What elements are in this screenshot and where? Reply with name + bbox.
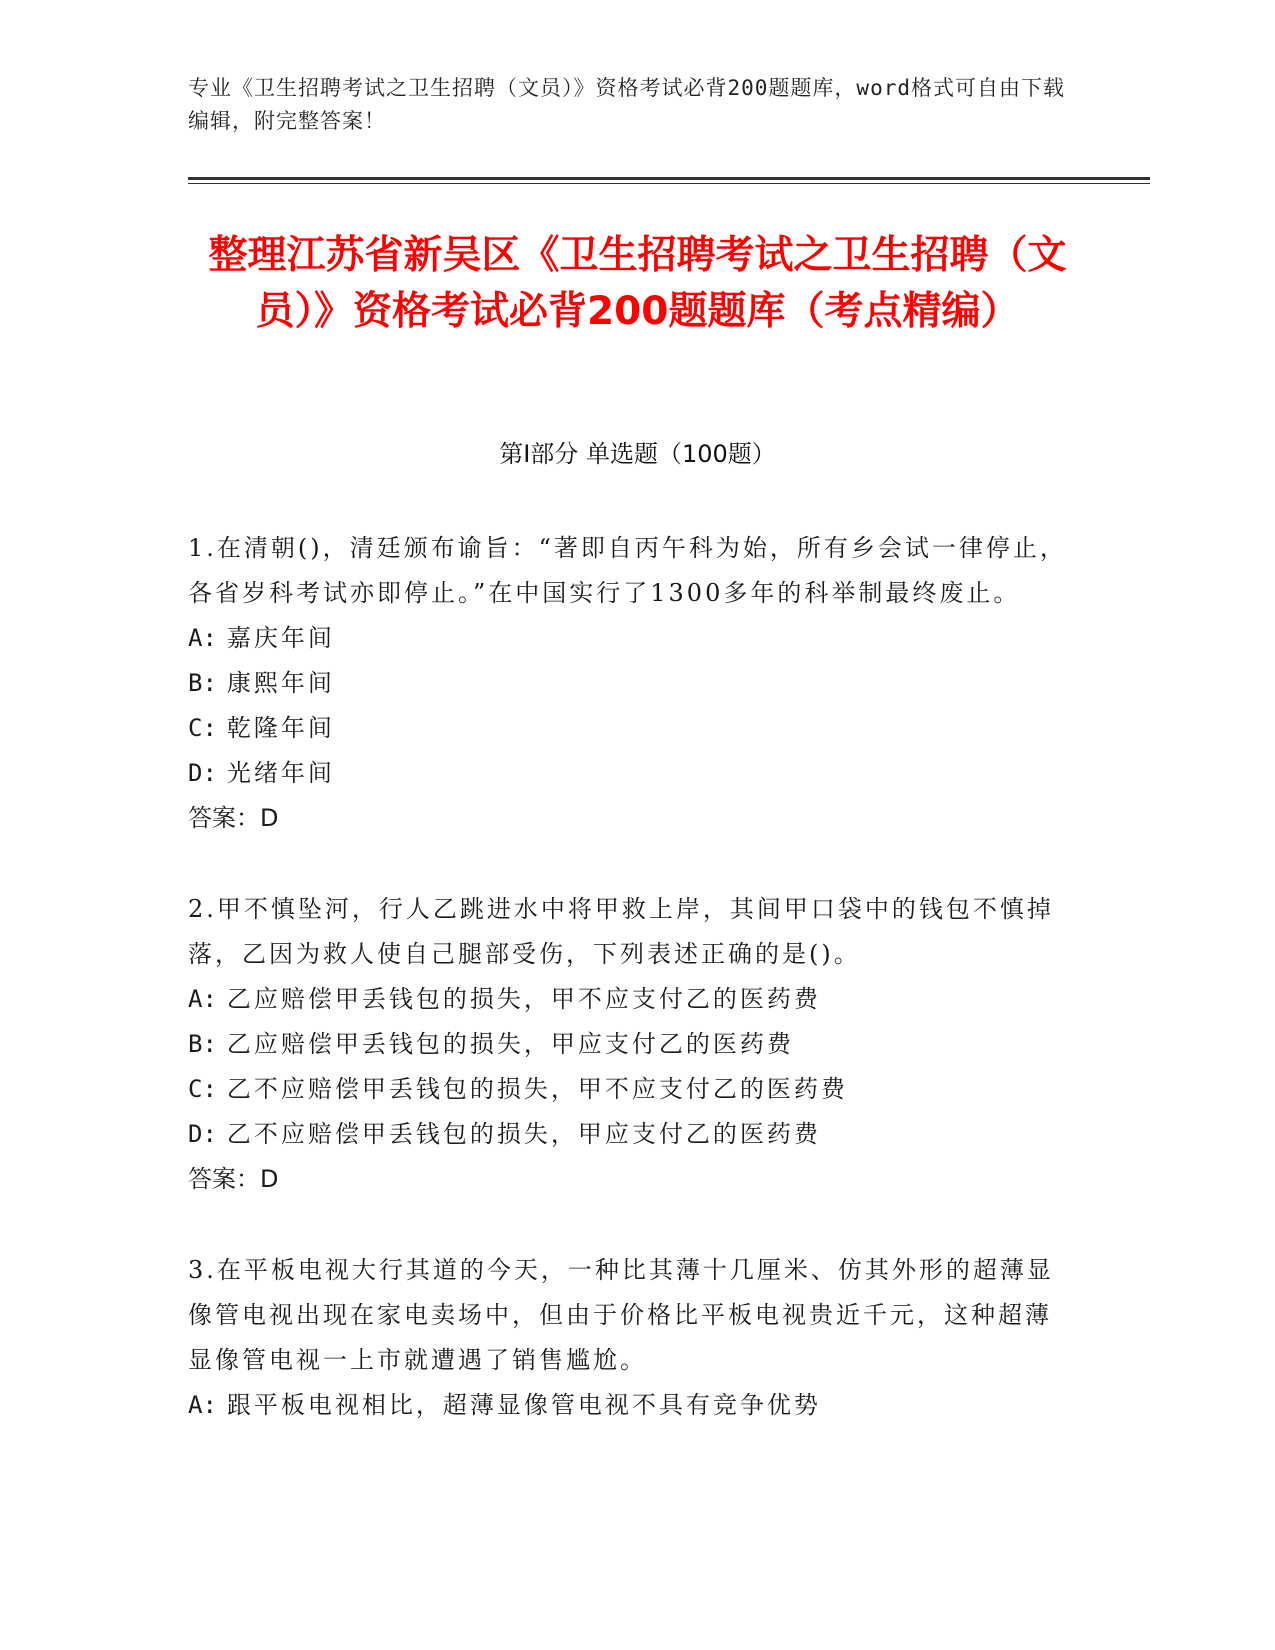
option-a (188, 616, 1078, 661)
option-text: 光绪年间 (226, 759, 335, 787)
answer-line: 答案：D (188, 1165, 279, 1193)
option-letter: B: (188, 669, 217, 697)
question-list (188, 526, 1078, 1474)
option-text: 乙不应赔偿甲丢钱包的损失，甲应支付乙的医药费 (226, 1120, 821, 1148)
option-letter: A: (188, 1391, 217, 1419)
option-letter: D: (188, 1120, 217, 1148)
section-title: 第Ⅰ部分 单选题（100题） (499, 440, 776, 468)
question-2 (188, 887, 1078, 1202)
option-a (188, 1383, 1078, 1428)
option-c (188, 1067, 1078, 1112)
question-text: 1.在清朝()，清廷颁布谕旨：“著即自丙午科为始，所有乡会试一律停止，各省岁科考试亦即停止。”在中国实行了1300多年的科举制最终废止。 (188, 534, 1067, 607)
option-text: 乙应赔偿甲丢钱包的损失，甲应支付乙的医药费 (226, 1030, 794, 1058)
option-text: 康熙年间 (226, 669, 335, 697)
header-divider-thin (188, 183, 1150, 184)
question-text: 2.甲不慎坠河，行人乙跳进水中将甲救上岸，其间甲口袋中的钱包不慎掉落，乙因为救人使自己腿部受伤，下列表述正确的是()。 (188, 895, 1054, 968)
answer-line: 答案：D (188, 804, 279, 832)
option-letter: D: (188, 759, 217, 787)
question-1 (188, 526, 1078, 841)
option-text: 乙不应赔偿甲丢钱包的损失，甲不应支付乙的医药费 (226, 1075, 848, 1103)
option-text: 乾隆年间 (226, 714, 335, 742)
option-text: 跟平板电视相比，超薄显像管电视不具有竞争优势 (226, 1391, 821, 1419)
document-title: 整理江苏省新吴区《卫生招聘考试之卫生招聘（文员）》资格考试必背200题题库（考点精编） (208, 233, 1067, 334)
option-d (188, 1112, 1078, 1157)
option-letter: A: (188, 985, 217, 1013)
option-b (188, 661, 1078, 706)
header-note: 专业《卫生招聘考试之卫生招聘（文员）》资格考试必背200题题库，word格式可自由下载编辑，附完整答案！ (188, 76, 1065, 133)
option-a (188, 977, 1078, 1022)
header-divider-thick (188, 177, 1150, 180)
option-text: 乙应赔偿甲丢钱包的损失，甲不应支付乙的医药费 (226, 985, 821, 1013)
option-b (188, 1022, 1078, 1067)
option-letter: A: (188, 624, 217, 652)
option-letter: C: (188, 1075, 217, 1103)
option-d (188, 751, 1078, 796)
option-letter: B: (188, 1030, 217, 1058)
option-text: 嘉庆年间 (226, 624, 335, 652)
question-3 (188, 1248, 1078, 1428)
option-c (188, 706, 1078, 751)
question-text: 3.在平板电视大行其道的今天，一种比其薄十几厘米、仿其外形的超薄显像管电视出现在家电卖场中，但由于价格比平板电视贵近千元，这种超薄显像管电视一上市就遭遇了销售尴尬。 (188, 1256, 1054, 1374)
option-letter: C: (188, 714, 217, 742)
